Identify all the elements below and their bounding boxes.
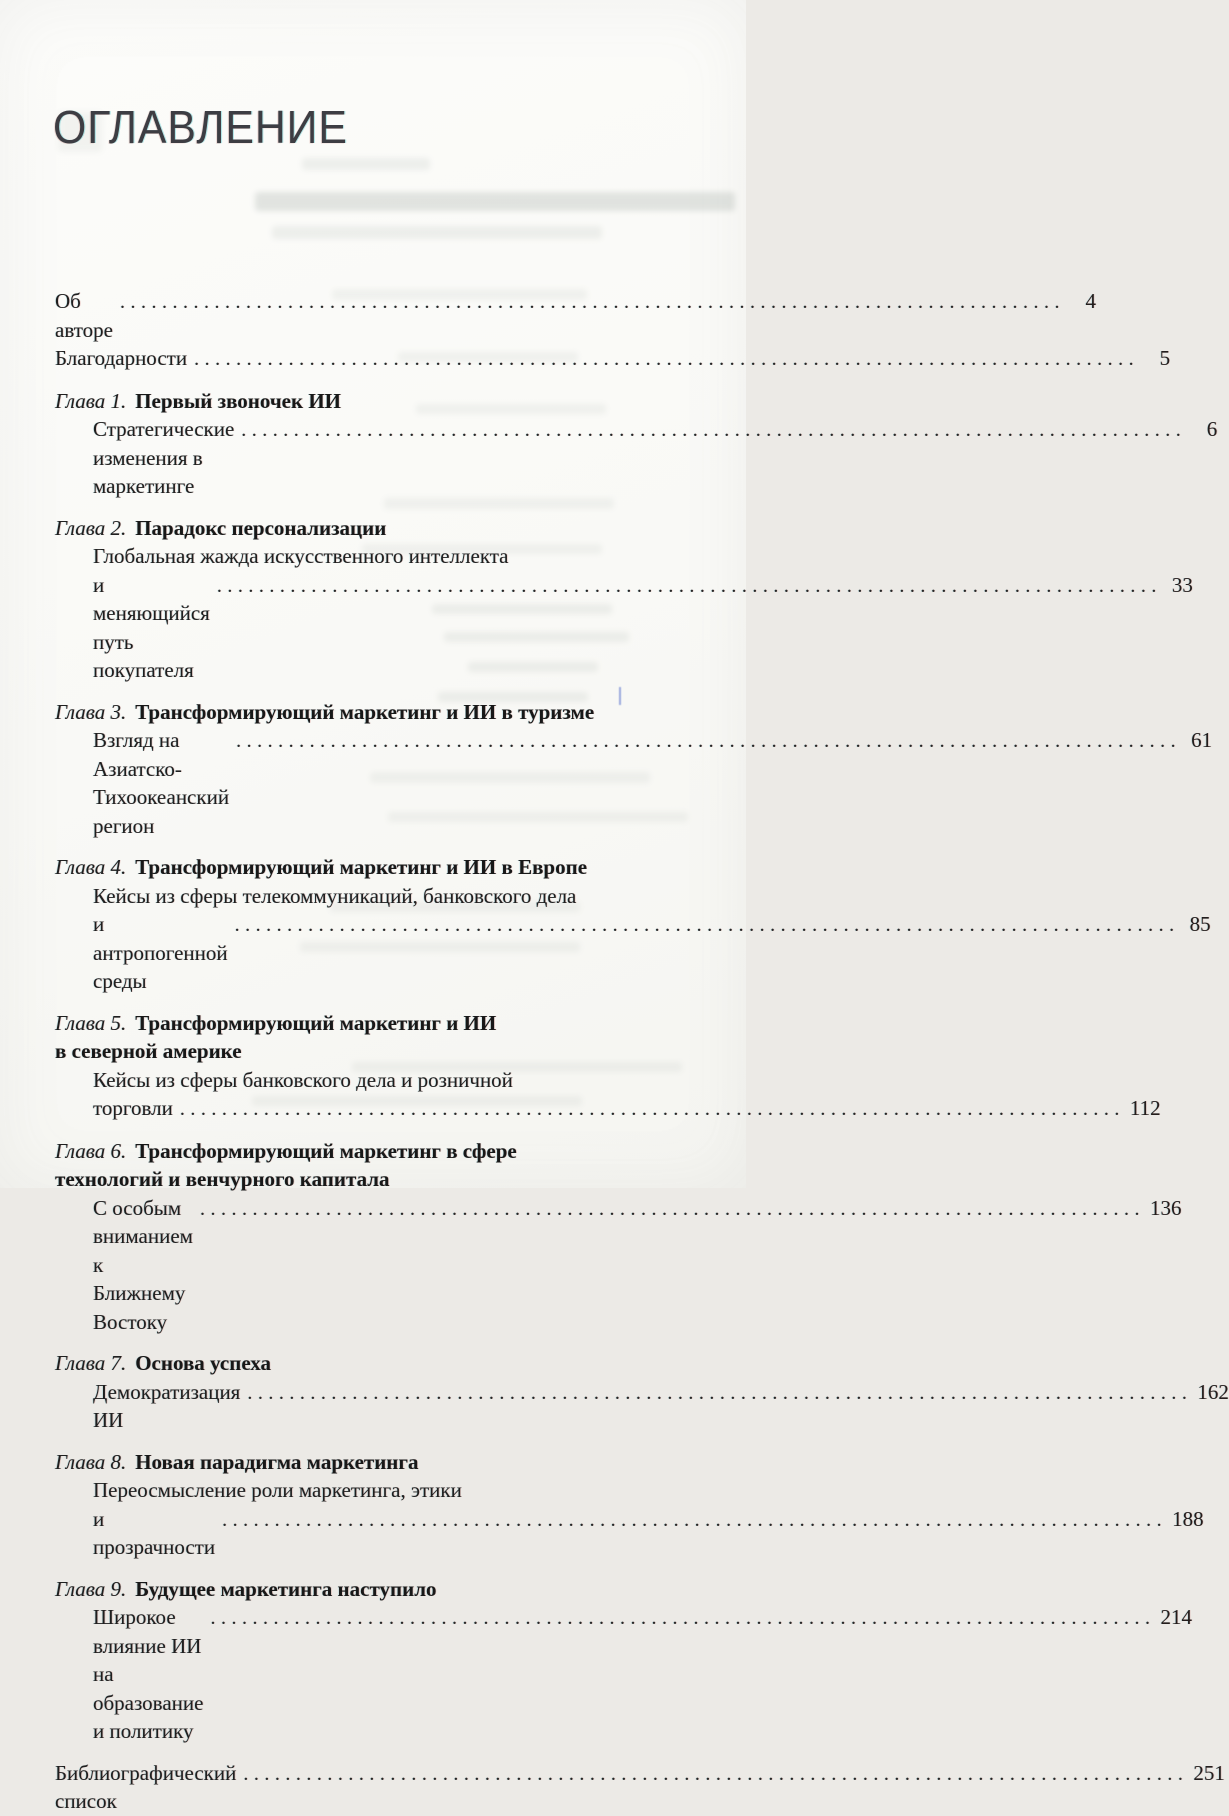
chapter-number-label: Глава 7. (55, 1351, 127, 1375)
chapter-number-label: Глава 5. (55, 1010, 127, 1035)
chapter-headline (55, 853, 673, 882)
toc-chapter-entry (55, 387, 1218, 501)
toc-entry-page-number: 5 (1159, 346, 1171, 370)
table-of-contents (55, 287, 1229, 1816)
chapter-title: Новая парадигма маркетинга (135, 1449, 419, 1474)
dot-leader (180, 1095, 1125, 1124)
chapter-subtitle-text: Переосмысление роли маркетинга, этики (93, 1478, 462, 1502)
chapter-subtitle-text: Стратегические изменения в маркетинге (93, 417, 235, 498)
toc-chapter-entry (55, 1448, 1204, 1562)
chapter-headline (55, 387, 673, 416)
toc-row (55, 1759, 1225, 1816)
bleedthrough-ghost (255, 192, 735, 211)
toc-entry-label: Библиографический список (55, 1760, 237, 1813)
chapter-subtitle-text: и прозрачности (93, 1506, 216, 1559)
toc-entry-page-number: 4 (1085, 289, 1096, 313)
toc-chapter-entry (55, 1349, 1229, 1435)
bleedthrough-ghost (302, 158, 430, 170)
chapter-subtitle-text: С особым вниманием к Ближнему Востоку (93, 1195, 193, 1334)
chapter-subtitle-text: Глобальная жажда искусственного интеллекта (93, 544, 509, 568)
toc-chapter-entry (55, 1137, 1182, 1337)
chapter-title: Первый звоночек ИИ (135, 388, 342, 413)
chapter-headline (55, 1165, 673, 1194)
toc-entry-page-number: 112 (1129, 1096, 1161, 1120)
toc-entry-label: Об авторе (55, 289, 113, 342)
chapter-subtitle-text: и антропогенной среды (93, 912, 228, 993)
dot-leader (235, 911, 1180, 940)
chapter-title: Трансформирующий маркетинг и ИИ (135, 1010, 497, 1035)
chapter-headline (55, 514, 673, 543)
toc-entry-page-number: 162 (1197, 1379, 1229, 1404)
toc-entry-page-number: 251 (1193, 1760, 1225, 1785)
toc-entry-page-number: 188 (1172, 1506, 1204, 1531)
toc-entry (55, 344, 1171, 374)
dot-leader (194, 345, 1139, 374)
toc-chapter-entry (55, 698, 1213, 841)
chapter-subtitle-line (55, 910, 1211, 996)
toc-row (55, 287, 1096, 344)
chapter-headline (55, 1575, 673, 1604)
chapter-headline (55, 1349, 673, 1378)
chapter-subtitle-text: Взгляд на Азиатско-Тихоокеанский регион (93, 728, 230, 838)
chapter-title-continuation: технологий и венчурного капитала (55, 1167, 390, 1191)
toc-entry-page-number: 33 (1171, 572, 1193, 597)
chapter-title: Трансформирующий маркетинг в сфере (135, 1138, 517, 1163)
dot-leader (236, 727, 1181, 756)
dot-leader (247, 1379, 1192, 1408)
chapter-headline (55, 1448, 673, 1477)
toc-entry (55, 1759, 1225, 1816)
dot-leader (243, 1760, 1188, 1789)
chapter-subtitle-line (55, 571, 1193, 685)
chapter-subtitle-text: Широкое влияние ИИ на образование и политику (93, 1605, 204, 1743)
dot-leader (222, 1506, 1167, 1535)
toc-entry-page-number: 136 (1149, 1195, 1182, 1220)
toc-entry (55, 287, 1096, 344)
chapter-subtitle-text: Кейсы из сферы банковского дела и розничной (93, 1067, 513, 1092)
chapter-subtitle-line (55, 1378, 1229, 1435)
chapter-title: Трансформирующий маркетинг и ИИ в туризме (135, 699, 595, 724)
chapter-subtitle-text: Кейсы из сферы телекоммуникаций, банковского дела (93, 883, 577, 908)
chapter-number-label: Глава 9. (55, 1576, 127, 1601)
chapter-number-label: Глава 2. (55, 515, 127, 540)
chapter-headline (55, 1137, 673, 1166)
chapter-number-label: Глава 6. (55, 1138, 127, 1163)
chapter-number-label: Глава 3. (55, 699, 127, 724)
toc-entry-label: Благодарности (55, 346, 188, 370)
bleedthrough-ghost (272, 226, 602, 239)
toc-chapter-entry (55, 1009, 1161, 1124)
chapter-subtitle-line (55, 726, 1213, 840)
dot-leader (120, 288, 1065, 317)
dot-leader (210, 1604, 1155, 1633)
toc-chapter-entry (55, 514, 1193, 685)
page-title: ОГЛАВЛЕНИЕ (53, 101, 348, 153)
chapter-subtitle-text: торговли (93, 1096, 173, 1120)
chapter-subtitle-line (55, 1194, 1182, 1337)
chapter-number-label: Глава 1. (55, 388, 127, 413)
chapter-number-label: Глава 4. (55, 855, 127, 879)
chapter-subtitle-text: и меняющийся путь покупателя (93, 572, 210, 682)
chapter-subtitle-line (55, 1094, 1161, 1124)
toc-entry-page-number: 6 (1206, 417, 1218, 441)
chapter-title: Парадокс персонализации (135, 515, 387, 540)
chapter-subtitle-line (55, 1505, 1204, 1562)
chapter-subtitle-line (55, 882, 673, 911)
chapter-subtitle-line (55, 542, 673, 571)
dot-leader (217, 572, 1162, 601)
chapter-title: Будущее маркетинга наступило (135, 1576, 437, 1601)
chapter-title: Основа успеха (135, 1351, 271, 1375)
toc-entry-page-number: 85 (1189, 912, 1211, 936)
chapter-title-continuation: в северной америке (55, 1039, 242, 1063)
dot-leader (241, 416, 1186, 445)
toc-entry-page-number: 61 (1191, 728, 1213, 752)
chapter-headline (55, 1009, 673, 1038)
dot-leader (200, 1195, 1145, 1224)
chapter-headline (55, 698, 673, 727)
toc-entry-page-number: 214 (1160, 1605, 1192, 1629)
toc-chapter-entry (55, 1575, 1192, 1746)
toc-chapter-entry (55, 853, 1211, 996)
chapter-title: Трансформирующий маркетинг и ИИ в Европе (135, 855, 588, 879)
chapter-subtitle-text: Демократизация ИИ (93, 1379, 241, 1432)
chapter-headline (55, 1037, 673, 1066)
chapter-subtitle-line (55, 1476, 673, 1505)
chapter-subtitle-line (55, 1603, 1192, 1746)
toc-row (55, 344, 1171, 374)
chapter-subtitle-line (55, 1066, 673, 1095)
chapter-number-label: Глава 8. (55, 1449, 127, 1474)
chapter-subtitle-line (55, 415, 1218, 501)
